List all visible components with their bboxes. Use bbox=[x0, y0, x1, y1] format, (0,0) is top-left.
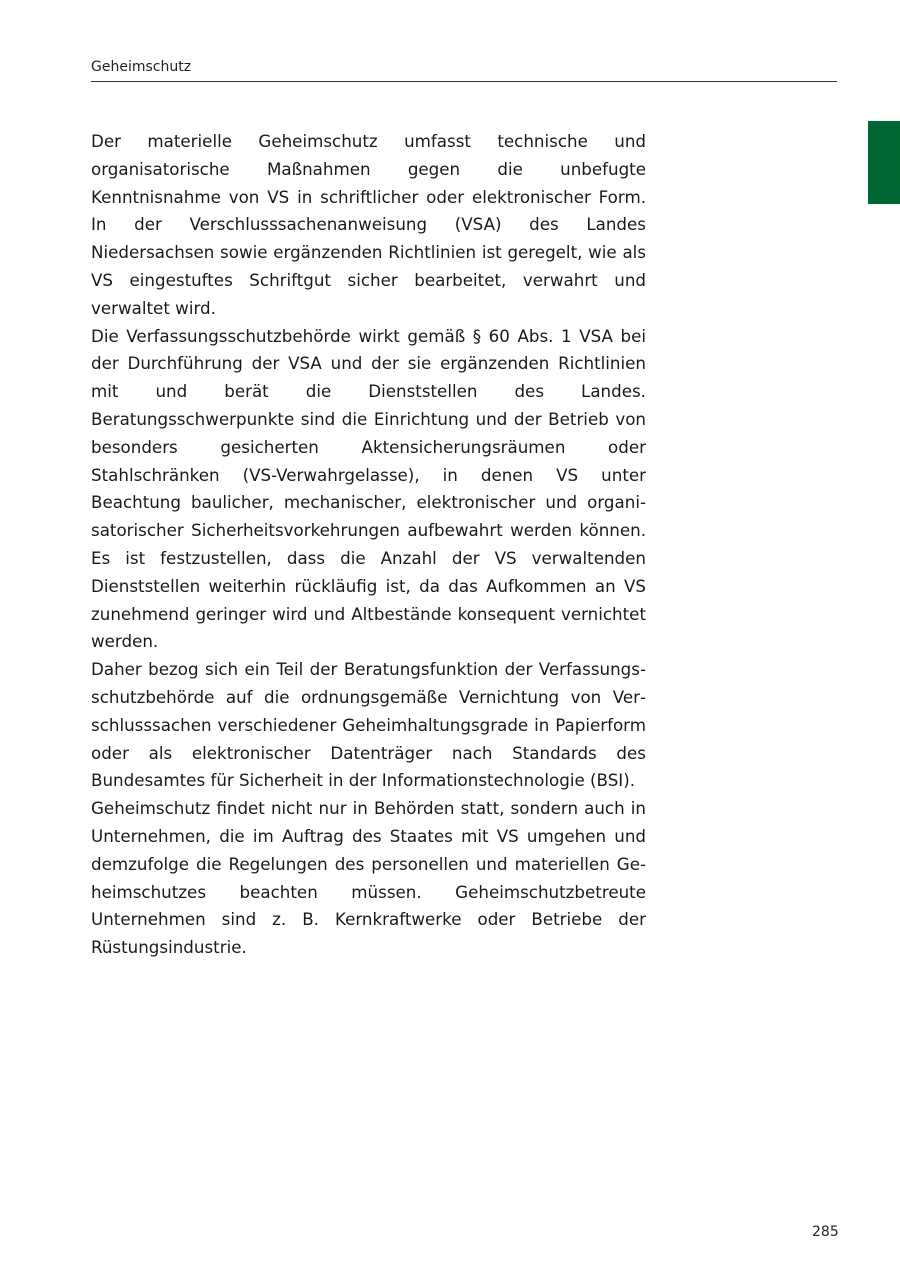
paragraph-verfassungsschutzbehoerde: Die Verfassungsschutzbehörde wirkt gemäß § 60 Abs. 1 VSA bei der Durchführung der VSA und der sie ergänzenden Richtlinien mit und berät die Dienststellen des Landes. Beratungsschwerpunkte sind die Einrichtung und der Betrieb von besonders gesicherten Aktensicherungsräumen oder Stahlschränken (VS-Verwahrgelasse), in denen VS unter Beachtung baulicher, mechanischer, elektronischer und organisatorischer Sicherheitsvorkehrungen aufbewahrt werden können. Es ist festzustellen, dass die Anzahl der VS verwaltenden Dienststellen weiterhin rückläufig ist, da das Aufkommen an VS zunehmend geringer wird und Altbestände konsequent vernichtet werden. bbox=[91, 325, 646, 652]
running-header-title: Geheimschutz bbox=[91, 59, 192, 75]
body-text bbox=[91, 128, 646, 962]
paragraph-vernichtung: Daher bezog sich ein Teil der Beratungsfunktion der Verfassungsschutzbehörde auf die ordnungsgemäße Vernichtung von Verschlusssachen verschiedener Geheimhaltungsgrade in Papierform oder als elektronischer Datenträger nach Standards des Bundesamtes für Sicherheit in der Informationstechnologie (BSI). bbox=[91, 659, 646, 791]
chapter-tab-marker bbox=[868, 121, 900, 204]
paragraph-materieller-geheimschutz: Der materielle Geheimschutz umfasst technische und organisatorische Maßnahmen gegen die unbefugte Kenntnisnahme von VS in schriftlicher oder elektronischer Form. In der Verschlusssachenanweisung (VSA) des Landes Niedersachsen sowie ergänzenden Richtlinien ist geregelt, wie als VS eingestuftes Schriftgut sicher bearbeitet, verwahrt und verwaltet wird. bbox=[91, 131, 646, 318]
page-number: 285 bbox=[812, 1224, 839, 1240]
paragraph-unternehmen: Geheimschutz findet nicht nur in Behörden statt, sondern auch in Unternehmen, die im Auftrag des Staates mit VS umgehen und demzufolge die Regelungen des personellen und materiellen Geheimschutzes beachten müssen. Geheimschutzbetreute Unternehmen sind z. B. Kernkraftwerke oder Betriebe der Rüstungsindustrie. bbox=[91, 798, 646, 958]
header-rule bbox=[91, 81, 837, 82]
